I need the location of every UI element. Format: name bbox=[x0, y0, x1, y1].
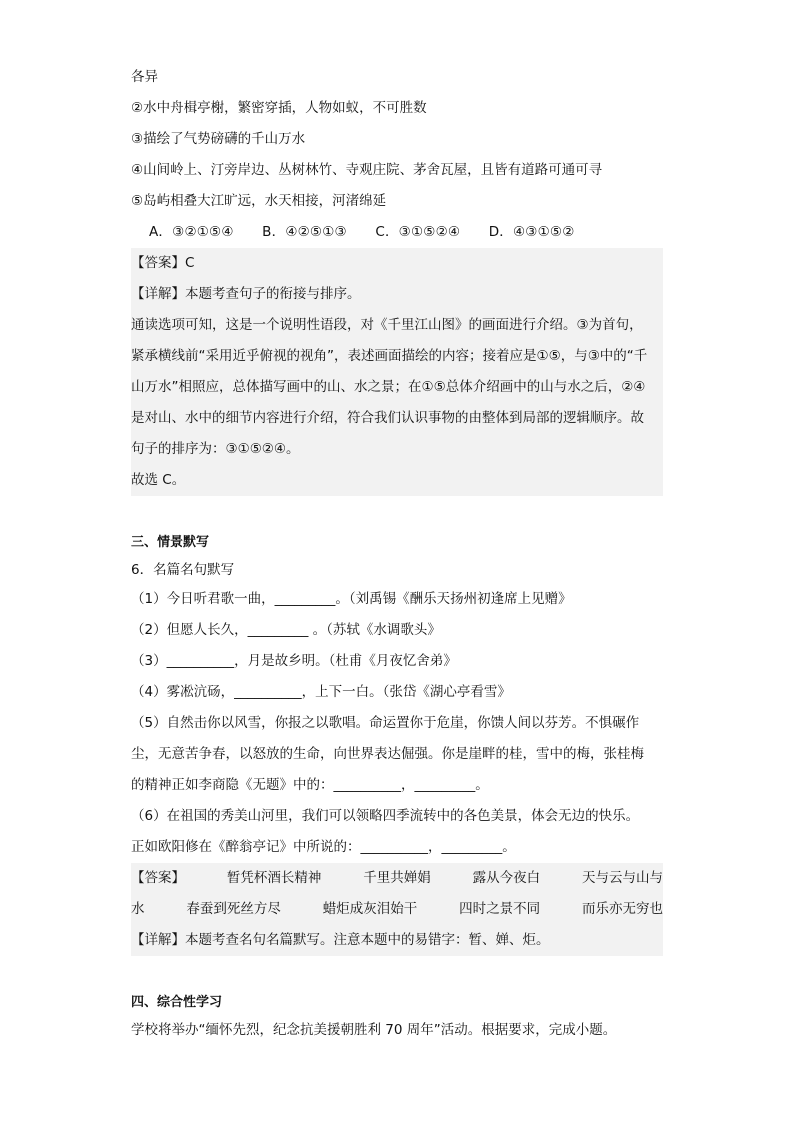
section-4-intro: 学校将举办“缅怀先烈，纪念抗美援朝胜利 70 周年”活动。根据要求，完成小题。 bbox=[131, 1022, 617, 1038]
option-b: B．④②⑤①③ bbox=[262, 224, 347, 240]
q5-detail-line: 山万水”相照应，总体描写画中的山、水之景；在①⑤总体介绍画中的山与水之后，②④ bbox=[131, 379, 646, 395]
answer-item: 露从今夜白 bbox=[472, 870, 541, 886]
answer-item: 而乐亦无穷也 bbox=[582, 901, 663, 917]
q5-options bbox=[131, 217, 663, 248]
document-page bbox=[131, 62, 663, 1044]
section-3-title: 三、情景默写 bbox=[131, 535, 210, 550]
q5-detail-line: 通读选项可知，这是一个说明性语段，对《千里江山图》的画面进行介绍。③为首句， bbox=[131, 317, 643, 333]
answer-item: 千里共婵娟 bbox=[363, 870, 431, 886]
q6-answer-row2 bbox=[131, 894, 663, 925]
q5-detail-head: 【详解】本题考查句子的衔接与排序。 bbox=[131, 286, 361, 302]
option-a: A．③②①⑤④ bbox=[149, 224, 234, 240]
q6-item-2: （2）但愿人长久，_________ 。（苏轼《水调歌头》 bbox=[131, 622, 441, 638]
answer-item: 天与云与山与 bbox=[582, 870, 663, 886]
answer-item: 暂凭杯酒长精神 bbox=[226, 870, 322, 886]
q5-item-2: ②水中舟楫亭榭，繁密穿插，人物如蚁，不可胜数 bbox=[131, 100, 427, 116]
q5-detail-line: 句子的排序为：③①⑤②④。 bbox=[131, 441, 300, 457]
q6-item-3: （3）__________，月是故乡明。（杜甫《月夜忆舍弟》 bbox=[131, 653, 457, 669]
answer-item: 春蚕到死丝方尽 bbox=[186, 901, 281, 917]
answer-item: 水 bbox=[131, 901, 145, 917]
option-c: C．③①⑤②④ bbox=[375, 224, 461, 240]
q5-lead: 各异 bbox=[131, 69, 158, 85]
q5-item-3: ③描绘了气势磅礴的千山万水 bbox=[131, 131, 306, 147]
q6-detail: 【详解】本题考查名句名篇默写。注意本题中的易错字：暂、婵、炬。 bbox=[131, 932, 550, 948]
answer-label: 【答案】 bbox=[131, 870, 185, 886]
q6-item-5-line2: 尘，无意苦争春，以怒放的生命，向世界表达倔强。你是崖畔的桂，雪中的梅，张桂梅 bbox=[131, 746, 644, 762]
q6-item-6-line1: （6）在祖国的秀美山河里，我们可以领略四季流转中的各色美景，体会无边的快乐。 bbox=[131, 808, 640, 824]
q5-item-5: ⑤岛屿相叠大江旷远，水天相接，河渚绵延 bbox=[131, 193, 387, 209]
q5-item-4: ④山间岭上、汀旁岸边、丛树林竹、寺观庄院、茅舍瓦屋，且皆有道路可通可寻 bbox=[131, 162, 603, 178]
q5-answer: 【答案】C bbox=[131, 255, 195, 271]
q5-answer-block bbox=[131, 248, 663, 496]
q6-item-6-line2: 正如欧阳修在《醉翁亭记》中所说的：__________，_________。 bbox=[131, 839, 516, 855]
q6-answer-block bbox=[131, 863, 663, 956]
q6-item-5-line3: 的精神正如李商隐《无题》中的：__________，_________。 bbox=[131, 777, 489, 793]
section-4-title: 四、综合性学习 bbox=[131, 995, 223, 1010]
answer-item: 蜡炬成灰泪始干 bbox=[322, 901, 418, 917]
answer-item: 四时之景不同 bbox=[459, 901, 541, 917]
q6-title: 6．名篇名句默写 bbox=[131, 562, 235, 578]
q5-detail-line: 故选 C。 bbox=[131, 472, 186, 488]
option-d: D．④③①⑤② bbox=[488, 224, 575, 240]
q6-item-5-line1: （5）自然击你以风雪，你报之以歌唱。命运置你于危崖，你馈人间以芬芳。不惧碾作 bbox=[131, 715, 640, 731]
q6-item-1: （1）今日听君歌一曲，_________。（刘禹锡《酬乐天扬州初逢席上见赠》 bbox=[131, 591, 572, 607]
q6-item-4: （4）雾凇沆砀，__________，上下一白。（张岱《湖心亭看雪》 bbox=[131, 684, 511, 700]
q6-answer-row1 bbox=[131, 863, 663, 894]
q5-detail-line: 紧承横线前“采用近乎俯视的视角”，表述画面描绘的内容；接着应是①⑤，与③中的“千 bbox=[131, 348, 648, 364]
q5-detail-line: 是对山、水中的细节内容进行介绍，符合我们认识事物的由整体到局部的逻辑顺序。故 bbox=[131, 410, 644, 426]
